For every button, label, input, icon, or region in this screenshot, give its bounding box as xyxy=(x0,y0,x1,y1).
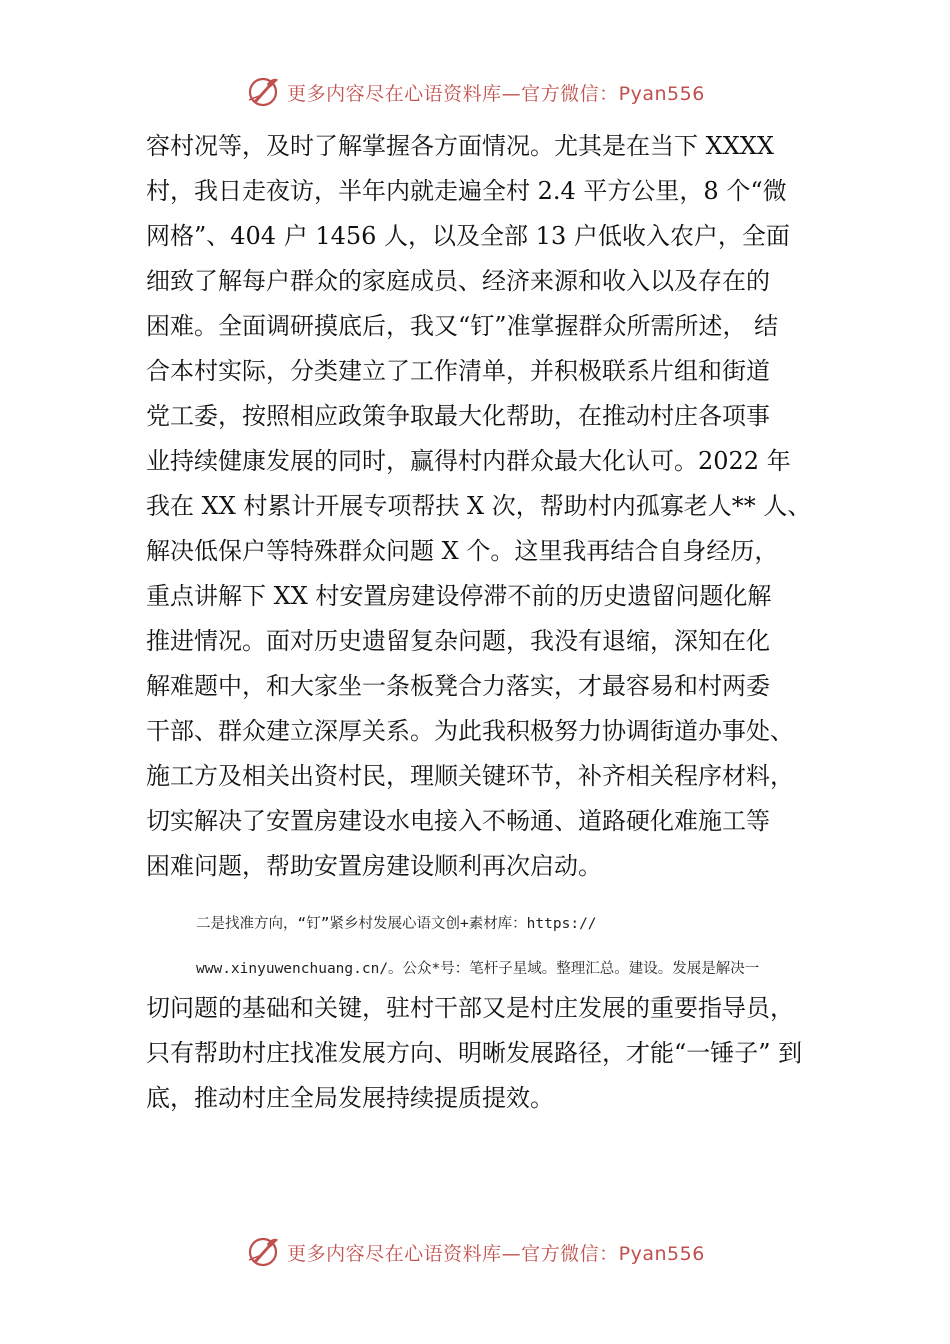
text-line: 解决低保户等特殊群众问题 X 个。这里我再结合自身经历， xyxy=(146,537,779,565)
text-line: 切问题的基础和关键，驻村干部又是村庄发展的重要指导员， xyxy=(146,994,794,1022)
footer-banner-text: 更多内容尽在心语资料库—官方微信：Pyan556 xyxy=(287,1242,705,1265)
header-banner xyxy=(0,72,950,112)
footer-banner xyxy=(0,1232,950,1272)
text-line: 细致了解每户群众的家庭成员、经济来源和收入以及存在的 xyxy=(146,267,770,295)
quill-circle-logo-icon xyxy=(245,74,281,110)
text-line: 解难题中，和大家坐一条板凳合力落实，才最容易和村两委 xyxy=(146,672,770,700)
text-line: 推进情况。面对历史遗留复杂问题，我没有退缩，深知在化 xyxy=(146,627,770,655)
text-line: 干部、群众建立深厚关系。为此我积极努力协调街道办事处、 xyxy=(146,717,794,745)
continuation-paragraph xyxy=(146,986,836,1121)
text-line: 业持续健康发展的同时，赢得村内群众最大化认可。2022 年 xyxy=(146,447,791,475)
small-text-line: 二是找准方向，“钉”紧乡村发展心语文创+素材库：https:// xyxy=(196,916,597,932)
text-line: 容村况等，及时了解掌握各方面情况。尤其是在当下 XXXX xyxy=(146,132,774,160)
text-line: 困难。全面调研摸底后，我又“钉”准掌握群众所需所述， 结 xyxy=(146,312,779,340)
text-line: 只有帮助村庄找准发展方向、明晰发展路径，才能“一锤子” 到 xyxy=(146,1039,803,1067)
small-text-line: www.xinyuwenchuang.cn/。公众*号：笔杆子星域。整理汇总。建设。发展是解决一 xyxy=(196,961,760,977)
text-line: 重点讲解下 XX 村安置房建设停滞不前的历史遗留问题化解 xyxy=(146,582,772,610)
text-line: 施工方及相关出资村民，理顺关键环节，补齐相关程序材料， xyxy=(146,762,794,790)
text-line: 切实解决了安置房建设水电接入不畅通、道路硬化难施工等 xyxy=(146,807,770,835)
quill-circle-logo-icon xyxy=(245,1234,281,1270)
text-line: 村，我日走夜访，半年内就走遍全村 2.4 平方公里，8 个“微 xyxy=(146,177,787,205)
text-line: 底，推动村庄全局发展持续提质提效。 xyxy=(146,1084,554,1112)
header-banner-text: 更多内容尽在心语资料库—官方微信：Pyan556 xyxy=(287,82,705,105)
text-line: 网格”、404 户 1456 人，以及全部 13 户低收入农户，全面 xyxy=(146,222,790,250)
text-line: 党工委，按照相应政策争取最大化帮助，在推动村庄各项事 xyxy=(146,402,770,430)
text-line: 我在 XX 村累计开展专项帮扶 X 次，帮助村内孤寡老人** 人、 xyxy=(146,492,812,520)
text-line: 合本村实际，分类建立了工作清单，并积极联系片组和街道 xyxy=(146,357,770,385)
text-line: 困难问题，帮助安置房建设顺利再次启动。 xyxy=(146,852,602,880)
main-paragraph xyxy=(146,124,836,889)
